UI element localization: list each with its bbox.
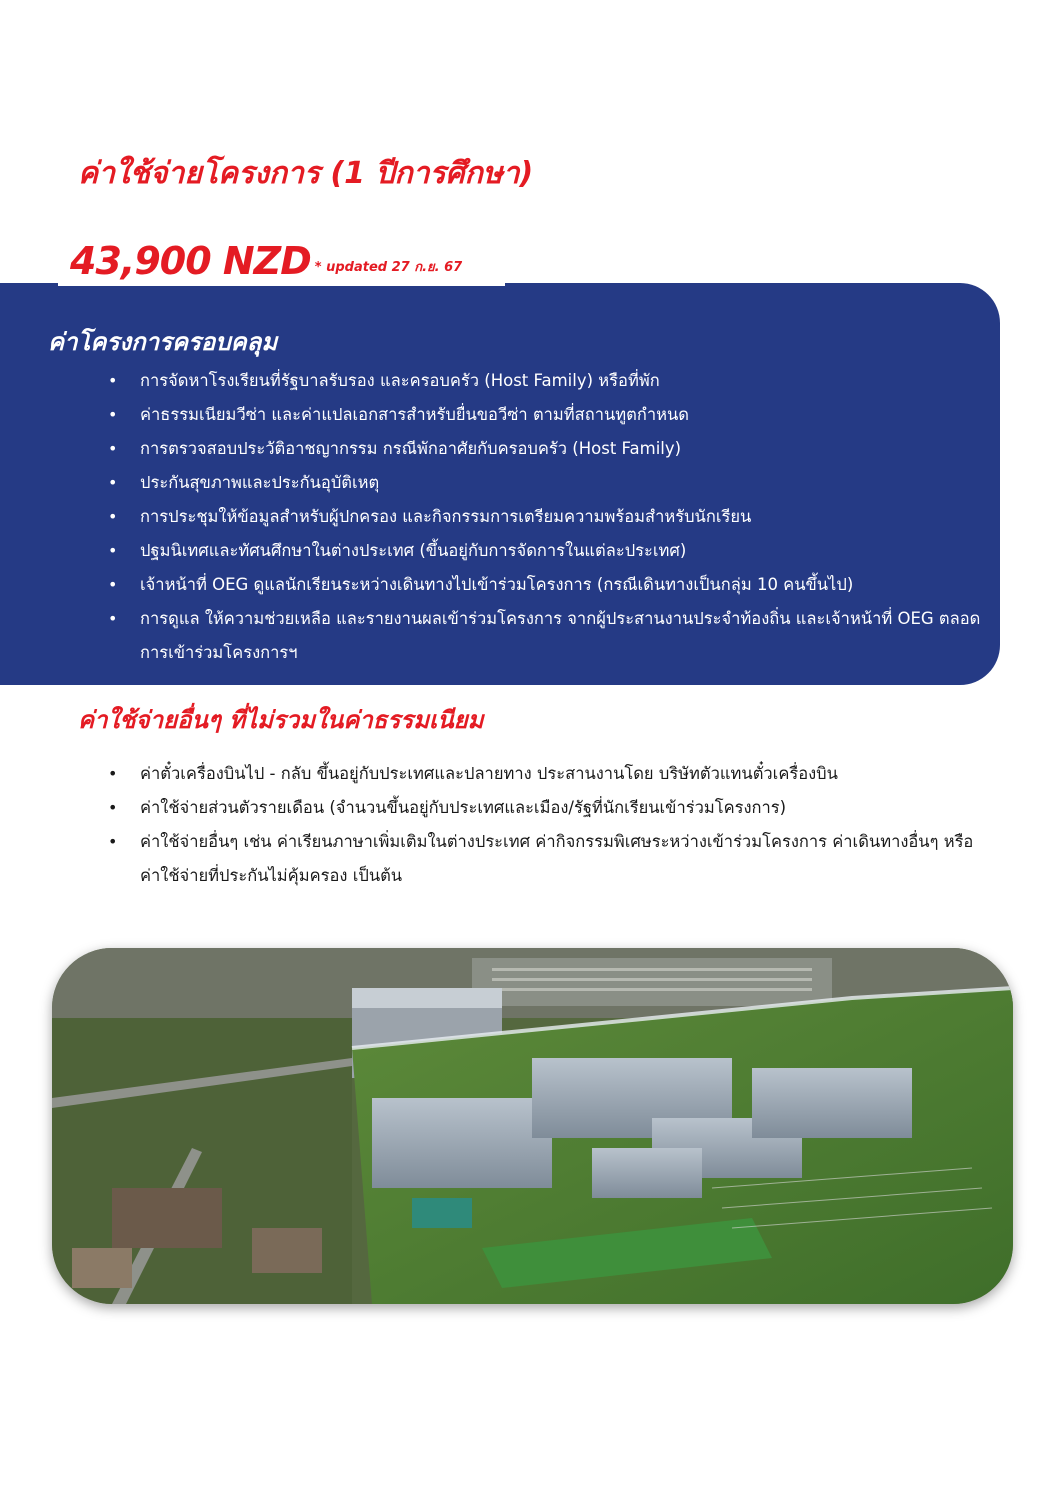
list-item: • การจัดหาโรงเรียนที่รัฐบาลรับรอง และครอบครัว (Host Family) หรือที่พัก — [108, 364, 988, 398]
list-item: • ค่าใช้จ่ายอื่นๆ เช่น ค่าเรียนภาษาเพิ่มเติมในต่างประเทศ ค่ากิจกรรมพิเศษระหว่างเข้าร่วมโครงการ ค่าเดินทางอื่นๆ หรือ ค่าใช้จ่ายที่ประกันไม่คุ้มครอง เป็นต้น — [108, 825, 988, 893]
list-item: • การประชุมให้ข้อมูลสำหรับผู้ปกครอง และกิจกรรมการเตรียมความพร้อมสำหรับนักเรียน — [108, 500, 988, 534]
covered-list — [108, 364, 988, 670]
list-item: • เจ้าหน้าที่ OEG ดูแลนักเรียนระหว่างเดินทางไปเข้าร่วมโครงการ (กรณีเดินทางเป็นกลุ่ม 10 คนขึ้นไป) — [108, 568, 988, 602]
list-item: • การดูแล ให้ความช่วยเหลือ และรายงานผลเข้าร่วมโครงการ จากผู้ประสานงานประจำท้องถิ่น และเจ้าหน้าที่ OEG ตลอดการเข้าร่วมโครงการฯ — [108, 602, 988, 670]
list-item: • ค่าธรรมเนียมวีซ่า และค่าแปลเอกสารสำหรับยื่นขอวีซ่า ตามที่สถานทูตกำหนด — [108, 398, 988, 432]
list-item: • ประกันสุขภาพและประกันอุบัติเหตุ — [108, 466, 988, 500]
price-updated-note: * updated 27 ก.ย. 67 — [314, 259, 463, 275]
program-price: 43,900 NZD — [70, 239, 311, 283]
list-item: • การตรวจสอบประวัติอาชญากรรม กรณีพักอาศัยกับครอบครัว (Host Family) — [108, 432, 988, 466]
excluded-heading: ค่าใช้จ่ายอื่นๆ ที่ไม่รวมในค่าธรรมเนียม — [78, 706, 484, 734]
list-item: • ค่าใช้จ่ายส่วนตัวรายเดือน (จำนวนขึ้นอยู่กับประเทศและเมือง/รัฐที่นักเรียนเข้าร่วมโครงการ) — [108, 791, 988, 825]
school-aerial-photo — [52, 948, 1013, 1304]
covered-heading: ค่าโครงการครอบคลุม — [48, 328, 278, 356]
page-title: ค่าใช้จ่ายโครงการ (1 ปีการศึกษา) — [78, 156, 534, 191]
price-tab — [58, 236, 505, 286]
excluded-list — [108, 757, 988, 893]
list-item: • ปฐมนิเทศและทัศนศึกษาในต่างประเทศ (ขึ้นอยู่กับการจัดการในแต่ละประเทศ) — [108, 534, 988, 568]
list-item: • ค่าตั๋วเครื่องบินไป - กลับ ขึ้นอยู่กับประเทศและปลายทาง ประสานงานโดย บริษัทตัวแทนตั๋วเครื่องบิน — [108, 757, 988, 791]
